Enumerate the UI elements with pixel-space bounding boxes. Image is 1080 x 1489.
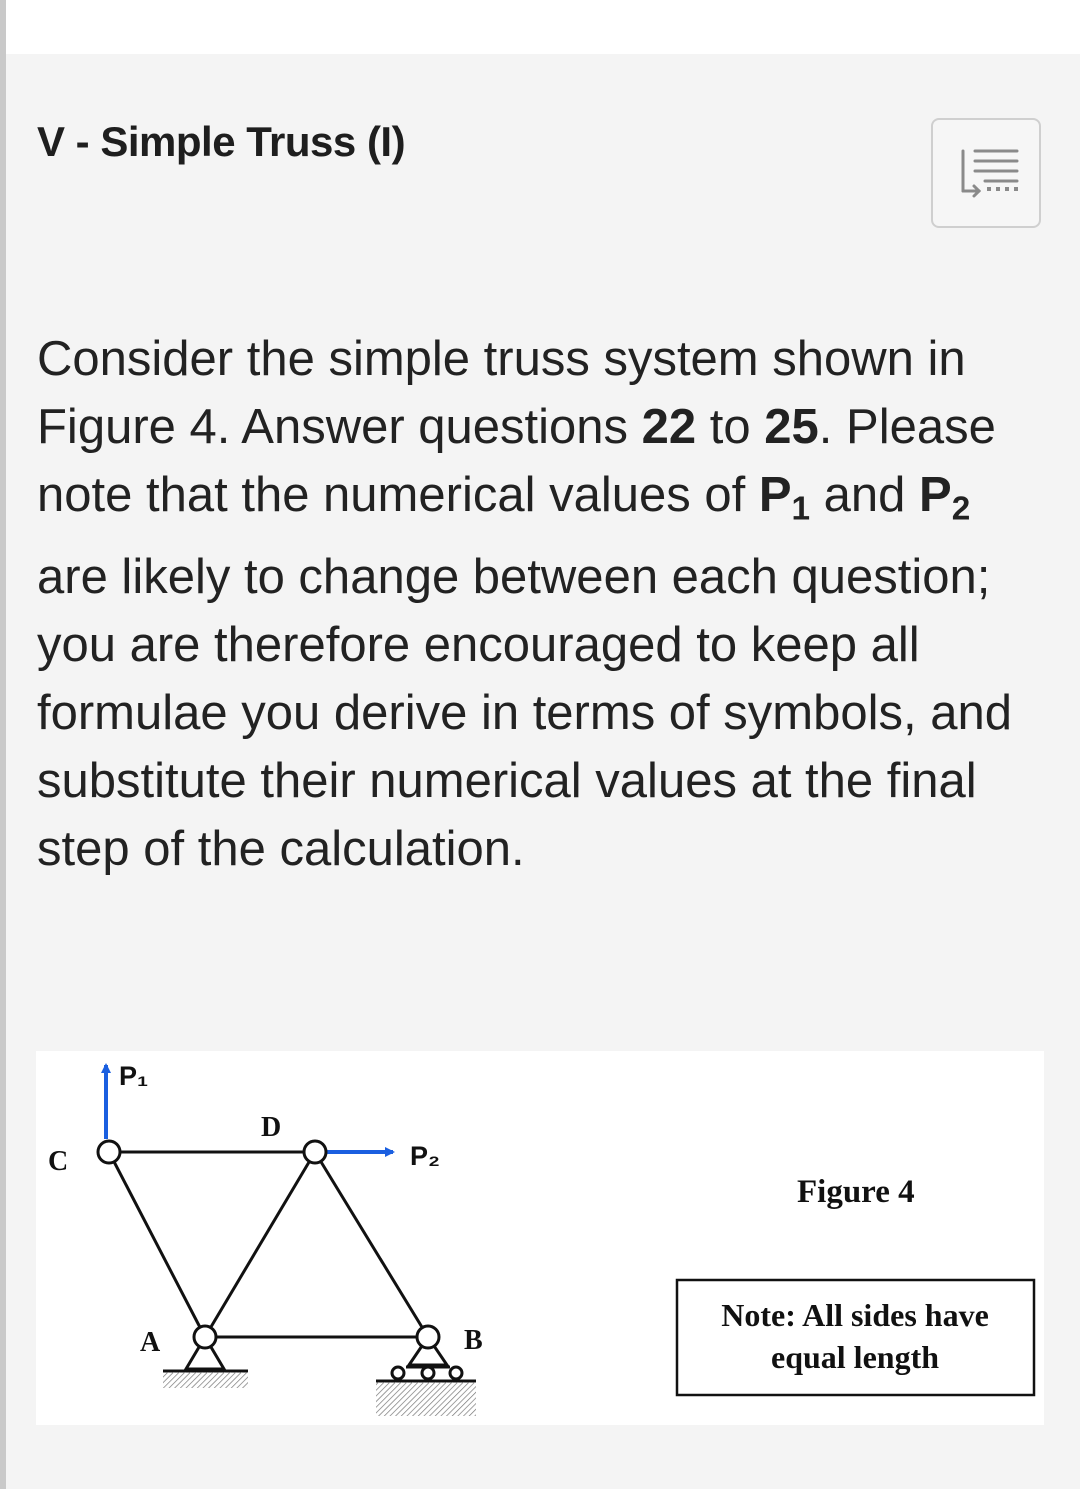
question-text-part: Consider the simple truss system shown in Figure 4. Answer questions: [37, 332, 966, 454]
joint-d: [304, 1141, 326, 1163]
p1-symbol-subscript: 1: [791, 490, 811, 528]
label-b: B: [464, 1325, 483, 1356]
list-view-icon: [957, 145, 1019, 205]
p2-symbol: [919, 468, 971, 528]
label-a: A: [140, 1327, 161, 1358]
joint-b: [417, 1326, 439, 1348]
joint-a: [194, 1326, 216, 1348]
label-c: C: [48, 1146, 69, 1177]
member-da: [205, 1152, 315, 1337]
top-bar: [6, 0, 1080, 54]
truss-diagram: [36, 1051, 1044, 1425]
truss-figure: [36, 1051, 1044, 1425]
member-ca: [109, 1152, 205, 1337]
section-title: V - Simple Truss (I): [37, 118, 406, 165]
note-line-2: equal length: [770, 1339, 940, 1375]
question-text-part: . Please note that the numerical values of: [37, 400, 996, 522]
p1-symbol-main: P: [758, 468, 792, 522]
member-db: [315, 1152, 428, 1337]
label-p2: P₂: [410, 1141, 441, 1171]
label-d: D: [261, 1112, 282, 1143]
label-p1: P₁: [119, 1061, 149, 1091]
p2-symbol-main: P: [919, 468, 952, 522]
question-text-part: to: [696, 400, 765, 454]
note-line-1: Note: All sides have: [721, 1297, 989, 1333]
question-text-part: and: [810, 468, 920, 522]
question-text: [37, 325, 1047, 883]
joint-c: [98, 1141, 120, 1163]
question-end-number: 25: [764, 400, 819, 454]
question-text-part: are likely to change between each question; you are therefore encouraged to keep all formulae you derive in terms of symbols, and substitute their numerical values at the final step of the calculation.: [37, 550, 1012, 877]
p1-symbol: [758, 468, 811, 528]
figure-caption: Figure 4: [797, 1174, 915, 1210]
question-start-number: 22: [641, 400, 697, 454]
left-rail: [0, 0, 6, 1489]
list-view-button[interactable]: [931, 118, 1041, 228]
p2-symbol-subscript: 2: [951, 490, 971, 528]
